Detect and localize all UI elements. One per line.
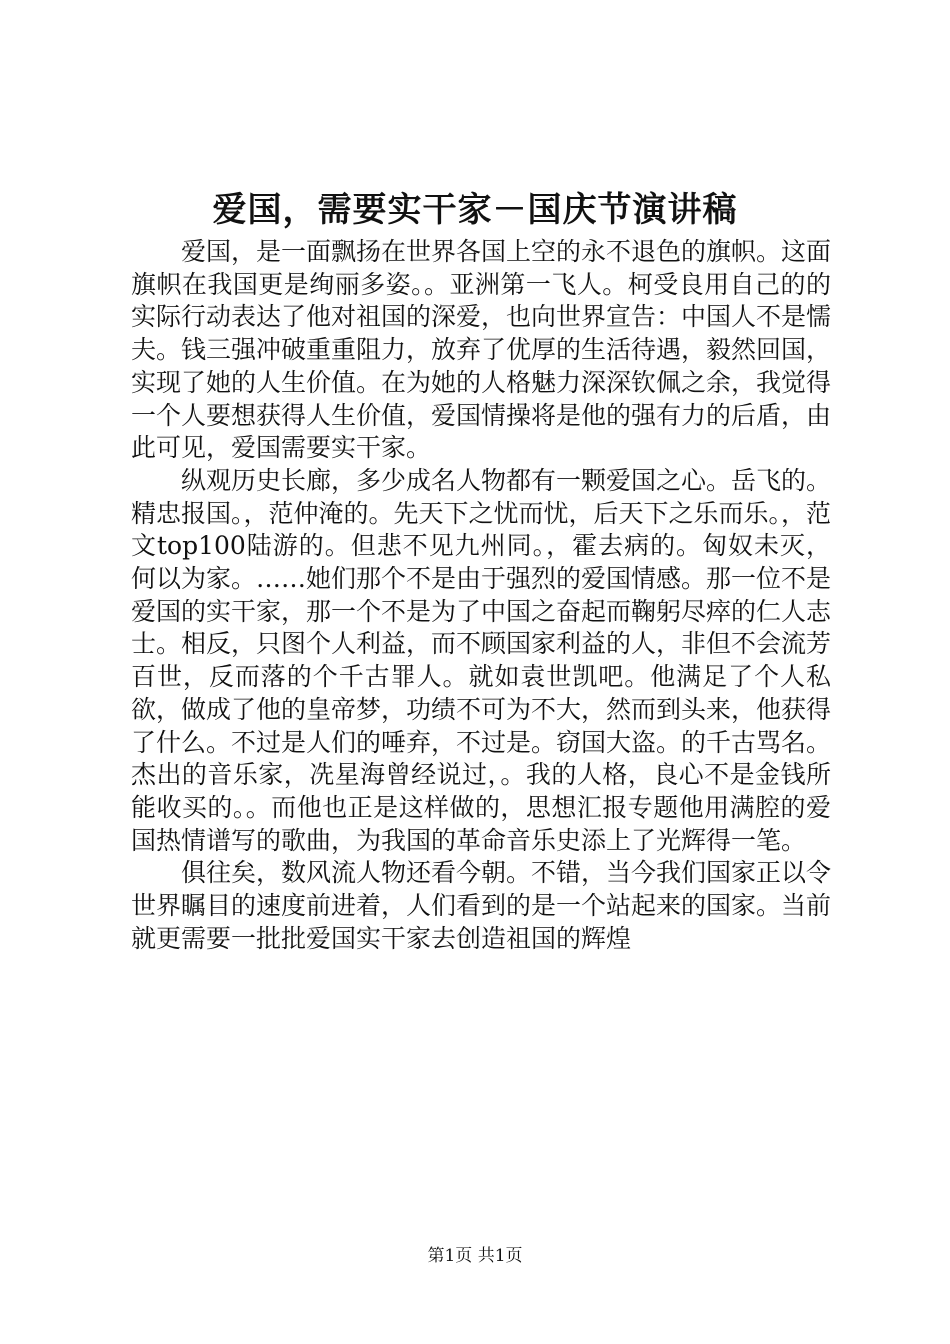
- paragraph-2: 纵观历史长廊，多少成名人物都有一颗爱国之心。岳飞的。精忠报国。，范仲淹的。先天下之忧而忧，后天下之乐而乐。，范文top100陆游的。但悲不见九州同。，霍去病的。匈奴未灭，何以为家。……她们那个不是由于强烈的爱国情感。那一位不是爱国的实干家，那一个不是为了中国之奋起而鞠躬尽瘁的仁人志士。相反，只图个人利益，而不顾国家利益的人，非但不会流芳百世，反而落的个千古罪人。就如袁世凯吧。他满足了个人私欲，做成了他的皇帝梦，功绩不可为不大，然而到头来，他获得了什么。不过是人们的唾弃，不过是。窃国大盗。的千古骂名。杰出的音乐家，冼星海曾经说过，。我的人格，良心不是金钱所能收买的。。而他也正是这样做的，思想汇报专题他用满腔的爱国热情谱写的歌曲，为我国的革命音乐史添上了光辉得一笔。: [131, 465, 832, 855]
- paragraph-3: 俱往矣，数风流人物还看今朝。不错，当今我们国家正以令世界瞩目的速度前进着，人们看到的是一个站起来的国家。当前就更需要一批批爱国实干家去创造祖国的辉煌: [131, 858, 832, 953]
- page-footer: 第1页 共1页: [427, 1246, 523, 1266]
- document-body: [131, 236, 831, 955]
- paragraph-1: 爱国，是一面飘扬在世界各国上空的永不退色的旗帜。这面旗帜在我国更是绚丽多姿。。亚洲第一飞人。柯受良用自己的的实际行动表达了他对祖国的深爱，也向世界宣告：中国人不是懦夫。钱三强冲破重重阻力，放弃了优厚的生活待遇，毅然回国，实现了她的人生价值。在为她的人格魅力深深钦佩之余，我觉得一个人要想获得人生价值，爱国情操将是他的强有力的后盾，由此可见，爱国需要实干家。: [131, 237, 832, 463]
- document-title: 爱国，需要实干家－国庆节演讲稿: [212, 190, 738, 230]
